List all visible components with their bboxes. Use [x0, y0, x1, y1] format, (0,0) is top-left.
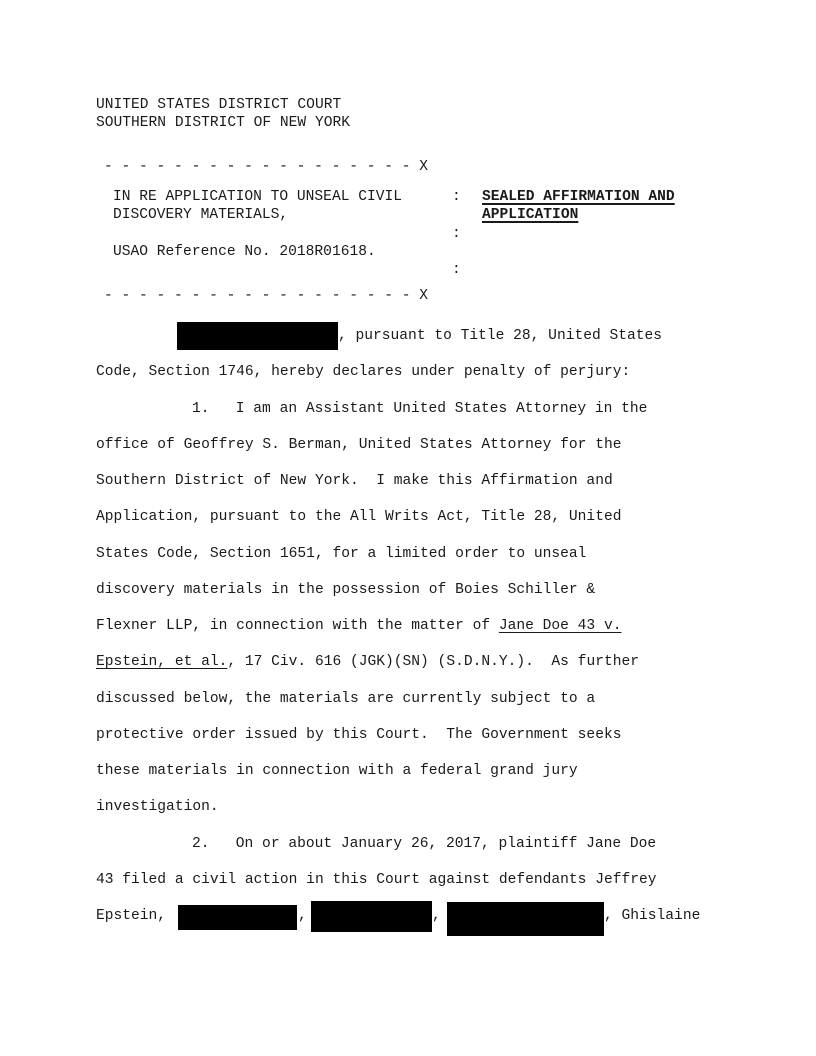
caption-matter-line1: IN RE APPLICATION TO UNSEAL CIVIL [113, 189, 403, 205]
paragraph-1-text: Flexner LLP, in connection with the matter of [96, 618, 499, 634]
paragraph-1-line [96, 653, 639, 671]
intro-line2: Code, Section 1746, hereby declares under penalty of perjury: [96, 364, 631, 380]
redaction-block [311, 901, 432, 932]
paragraph-1-line: office of Geoffrey S. Berman, United States Attorney for the [96, 437, 622, 453]
redaction-block [178, 905, 297, 930]
redaction-block [447, 902, 604, 936]
intro-line1: , pursuant to Title 28, United States [338, 328, 663, 344]
paragraph-1-line: States Code, Section 1651, for a limited order to unseal [96, 546, 587, 562]
paragraph-1-text: , 17 Civ. 616 (JGK)(SN) (S.D.N.Y.). As further [227, 654, 639, 670]
caption-reference: USAO Reference No. 2018R01618. [113, 244, 376, 260]
caption-colon: : [452, 226, 461, 242]
case-name: Epstein, et al. [96, 654, 228, 670]
caption-colon: : [452, 189, 461, 205]
case-name: Jane Doe 43 v. [498, 618, 622, 634]
paragraph-1-line: Southern District of New York. I make this Affirmation and [96, 473, 613, 489]
caption-colon: : [452, 262, 461, 278]
court-name-line2: SOUTHERN DISTRICT OF NEW YORK [96, 115, 350, 131]
caption-bottom-rule: - - - - - - - - - - - - - - - - - - X [104, 288, 429, 304]
paragraph-2-line: 43 filed a civil action in this Court against defendants Jeffrey [96, 872, 657, 888]
paragraph-1-line: these materials in connection with a federal grand jury [96, 763, 578, 779]
document-title-line2: APPLICATION [482, 207, 579, 223]
paragraph-1-line: Application, pursuant to the All Writs Act, Title 28, United [96, 509, 622, 525]
court-name-line1: UNITED STATES DISTRICT COURT [96, 97, 342, 113]
paragraph-1-line: discovery materials in the possession of Boies Schiller & [96, 582, 596, 598]
paragraph-1-line: investigation. [96, 799, 219, 815]
paragraph-2-line-end: , Ghislaine [604, 908, 701, 924]
redaction-block [177, 322, 338, 350]
document-title-line1: SEALED AFFIRMATION AND [482, 189, 675, 205]
paragraph-2-line: 2. On or about January 26, 2017, plaintiff Jane Doe [192, 836, 657, 852]
caption-top-rule: - - - - - - - - - - - - - - - - - - X [104, 159, 429, 175]
comma: , [432, 908, 441, 924]
paragraph-1-line: 1. I am an Assistant United States Attorney in the [192, 401, 648, 417]
paragraph-2-line: Epstein, [96, 908, 167, 924]
comma: , [298, 908, 307, 924]
paragraph-1-line: discussed below, the materials are currently subject to a [96, 691, 596, 707]
caption-matter-line2: DISCOVERY MATERIALS, [113, 207, 289, 223]
paragraph-1-line: protective order issued by this Court. The Government seeks [96, 727, 622, 743]
paragraph-1-line [96, 617, 621, 635]
